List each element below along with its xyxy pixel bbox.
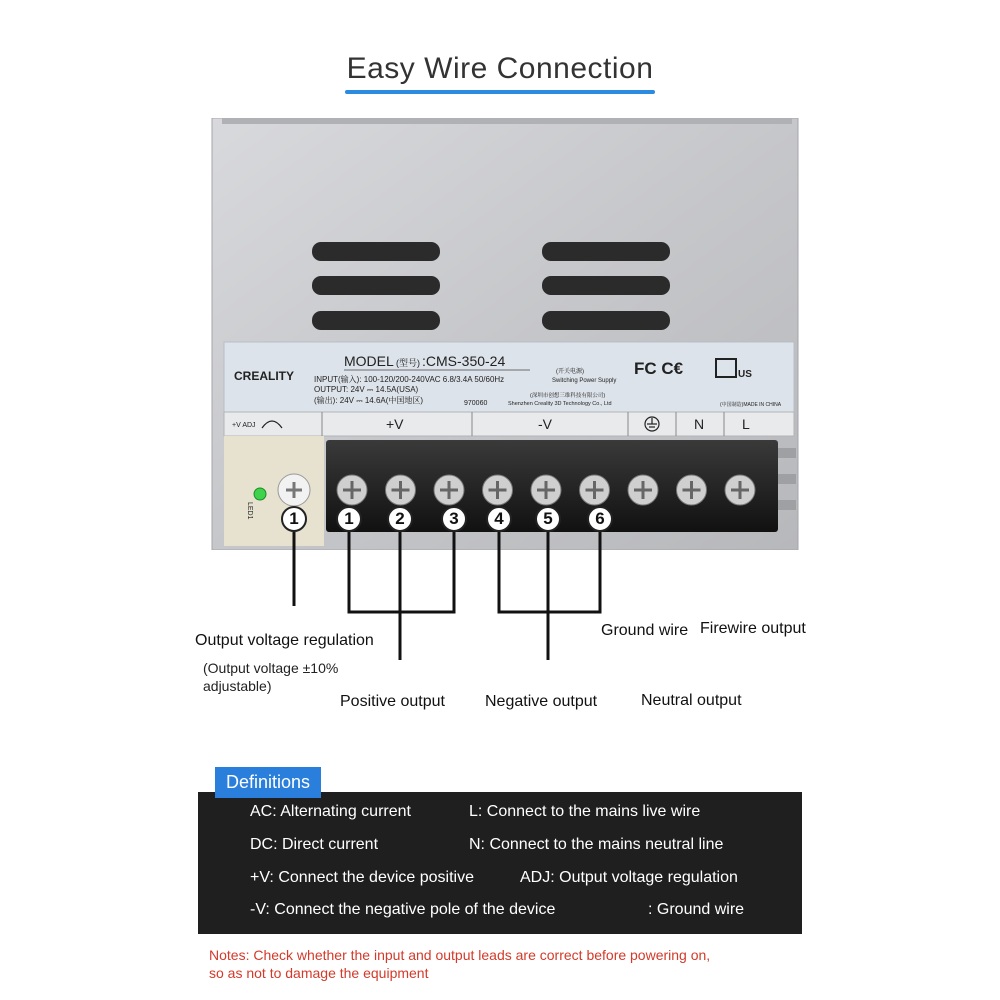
strip-n: N bbox=[694, 416, 705, 432]
callout-output-voltage: Output voltage regulation bbox=[195, 632, 374, 649]
label-brand: CREALITY bbox=[234, 369, 294, 383]
definition-plus-v: +V: Connect the device positive bbox=[250, 869, 474, 886]
terminal-screw bbox=[531, 475, 561, 505]
strip-minus-v: -V bbox=[538, 416, 552, 432]
terminal-screw bbox=[677, 475, 707, 505]
psu-top-edge bbox=[222, 118, 792, 124]
label-maker-en: Shenzhen Creality 3D Technology Co., Ltd bbox=[508, 401, 612, 407]
callout-positive: Positive output bbox=[340, 693, 445, 710]
label-maker-cn: (深圳市创想三维科技有限公司) bbox=[530, 393, 606, 399]
label-model-cn: (型号) bbox=[396, 358, 420, 368]
strip-plus-v: +V bbox=[386, 416, 404, 432]
terminal-number-badge: 4 bbox=[486, 506, 512, 532]
notes-line-2: so as not to damage the equipment bbox=[209, 965, 429, 981]
terminal-number-badge: 2 bbox=[387, 506, 413, 532]
page-title: Easy Wire Connection bbox=[346, 52, 654, 85]
terminal-number-badge: 6 bbox=[587, 506, 613, 532]
label-model: MODEL bbox=[344, 353, 394, 369]
callout-output-voltage-note-1: (Output voltage ±10% bbox=[203, 660, 339, 676]
definition-l: L: Connect to the mains live wire bbox=[469, 803, 701, 820]
label-input: INPUT(输入): 100-120/200-240VAC 6.8/3.4A 50/60Hz bbox=[314, 375, 505, 384]
power-supply-photo bbox=[210, 118, 800, 550]
callout-negative: Negative output bbox=[485, 693, 598, 710]
terminal-screw bbox=[483, 475, 513, 505]
callout-output-voltage-note-2: adjustable) bbox=[203, 678, 272, 694]
terminal-screws bbox=[337, 475, 755, 505]
label-product-cn: (开关电源) bbox=[556, 369, 584, 375]
terminal-screw bbox=[628, 475, 658, 505]
label-product-en: Switching Power Supply bbox=[552, 378, 617, 384]
definition-n: N: Connect to the mains neutral line bbox=[469, 836, 724, 853]
definition-adj: ADJ: Output voltage regulation bbox=[520, 869, 738, 886]
terminal-number-badge: 1 bbox=[281, 506, 307, 532]
led-text: LED1 bbox=[246, 502, 253, 520]
label-made-in: (中国制造)MADE IN CHINA bbox=[720, 402, 782, 408]
notes-line-1: Notes: Check whether the input and output leads are correct before powering on, bbox=[209, 947, 711, 963]
notes bbox=[209, 946, 710, 982]
terminal-screw bbox=[725, 475, 755, 505]
terminal-number-badge: 1 bbox=[336, 506, 362, 532]
label-model-value: :CMS-350-24 bbox=[422, 353, 506, 369]
callout-neutral: Neutral output bbox=[641, 692, 742, 709]
terminal-screw bbox=[580, 475, 610, 505]
vent-right bbox=[542, 242, 670, 330]
terminal-number-badge: 3 bbox=[441, 506, 467, 532]
definition-minus-v: -V: Connect the negative pole of the device bbox=[250, 901, 556, 918]
label-serial: 970060 bbox=[464, 400, 488, 407]
terminal-screw bbox=[386, 475, 416, 505]
definition-ground: : Ground wire bbox=[648, 901, 745, 918]
label-ul: US bbox=[738, 369, 752, 380]
callout-ground: Ground wire bbox=[601, 622, 689, 639]
label-output: OUTPUT: 24V ⎓ 14.5A(USA) bbox=[314, 385, 419, 394]
definition-ac: AC: Alternating current bbox=[250, 803, 411, 820]
terminal-screw bbox=[434, 475, 464, 505]
terminal-screw bbox=[337, 475, 367, 505]
terminal-number-badge: 5 bbox=[535, 506, 561, 532]
callout-output-voltage-note bbox=[203, 659, 338, 695]
led-indicator bbox=[254, 488, 266, 500]
definitions-tab: Definitions bbox=[215, 767, 321, 798]
callout-firewire: Firewire output bbox=[700, 620, 806, 637]
definition-dc: DC: Direct current bbox=[250, 836, 379, 853]
label-output-cn: (输出): 24V ⎓ 14.6A(中国地区) bbox=[314, 396, 424, 405]
strip-l: L bbox=[742, 416, 750, 432]
strip-adj-label: +V ADJ bbox=[232, 422, 256, 429]
label-certs: FC C€ bbox=[634, 359, 684, 378]
title-underline bbox=[345, 90, 655, 94]
terminal-marking-strip bbox=[224, 412, 794, 436]
vent-left bbox=[312, 242, 440, 330]
